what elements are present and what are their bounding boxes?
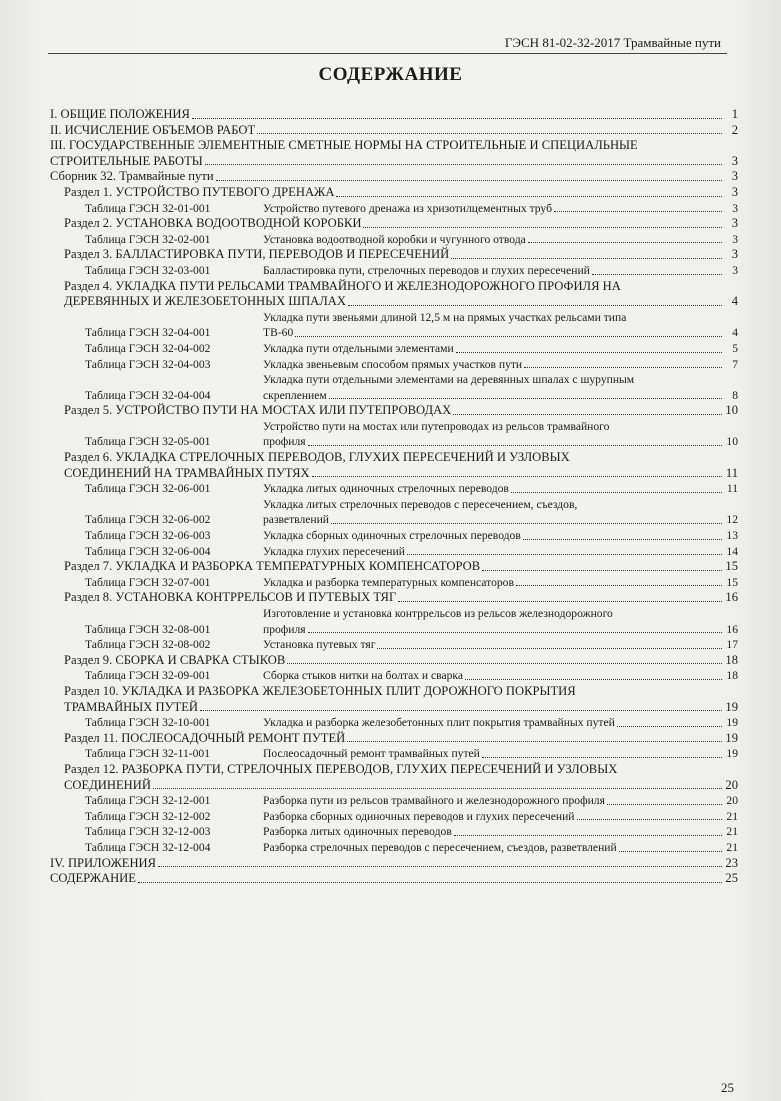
toc-table-code: Таблица ГЭСН 32-03-001 xyxy=(85,263,211,277)
toc-entry-label: ТВ-60 xyxy=(263,326,294,340)
toc-entry-label: Послеосадочный ремонт трамвайных путей xyxy=(263,747,480,761)
toc-entry[interactable] xyxy=(50,668,738,684)
toc-page-number: 3 xyxy=(732,232,738,246)
toc-entry-label: IV. ПРИЛОЖЕНИЯ xyxy=(50,855,157,870)
toc-entry-text xyxy=(263,606,738,637)
running-header: ГЭСН 81-02-32-2017 Трамвайные пути xyxy=(504,35,721,50)
toc-table-code: Таблица ГЭСН 32-06-004 xyxy=(85,544,211,558)
toc-page-number: 23 xyxy=(725,855,738,870)
toc-page-number: 18 xyxy=(725,652,738,667)
toc-entry-label: Раздел 8. УСТАНОВКА КОНТРРЕЛЬСОВ И ПУТЕВЫХ ТЯГ xyxy=(64,590,397,605)
toc-page-number: 21 xyxy=(726,840,738,854)
toc-entry[interactable] xyxy=(50,809,738,825)
toc-table-code: Таблица ГЭСН 32-06-001 xyxy=(85,482,211,496)
toc-page-number: 3 xyxy=(731,247,738,262)
toc-entry-text xyxy=(50,169,738,185)
toc-entry[interactable] xyxy=(50,653,738,669)
dot-leader xyxy=(454,834,722,836)
toc-entry-text xyxy=(263,637,738,653)
dot-leader xyxy=(523,538,722,540)
table-of-contents xyxy=(50,107,738,887)
toc-entry-label: Сборка стыков нитки на болтах и сварка xyxy=(263,669,464,683)
toc-entry-text xyxy=(64,279,738,310)
toc-entry[interactable] xyxy=(50,247,738,263)
toc-entry[interactable] xyxy=(50,575,738,591)
toc-entry-label: II. ИСЧИСЛЕНИЕ ОБЪЕМОВ РАБОТ xyxy=(50,122,256,137)
toc-page-number: 21 xyxy=(726,809,738,823)
dot-leader xyxy=(363,226,722,228)
toc-page-number: 25 xyxy=(725,871,738,886)
toc-entry-label: Укладка литых одиночных стрелочных переводов xyxy=(263,482,509,496)
toc-entry[interactable] xyxy=(50,169,738,185)
toc-page-number: 15 xyxy=(726,575,738,589)
dot-leader xyxy=(329,397,722,399)
toc-page-number: 3 xyxy=(731,184,738,199)
page-title: СОДЕРЖАНИЕ xyxy=(318,64,463,85)
toc-page-number: 5 xyxy=(732,341,738,355)
toc-entry-text xyxy=(50,856,738,872)
toc-entry[interactable] xyxy=(50,528,738,544)
toc-entry-label: Укладка пути отдельными элементами на деревянных шпалах с шурупным xyxy=(263,373,635,387)
toc-table-code: Таблица ГЭСН 32-09-001 xyxy=(85,669,211,683)
toc-entry-text xyxy=(50,123,738,139)
toc-entry[interactable] xyxy=(50,590,738,606)
toc-entry[interactable] xyxy=(50,216,738,232)
toc-page-number: 19 xyxy=(725,730,738,745)
toc-entry-text xyxy=(263,528,738,544)
toc-entry-text xyxy=(263,824,738,840)
toc-table-code: Таблица ГЭСН 32-06-003 xyxy=(85,529,211,543)
toc-entry-label: профиля xyxy=(263,435,306,449)
toc-entry[interactable] xyxy=(50,263,738,279)
toc-table-code: Таблица ГЭСН 32-06-002 xyxy=(85,513,211,527)
toc-entry-text xyxy=(64,559,738,575)
toc-page-number: 3 xyxy=(732,263,738,277)
toc-entry-label: Балластировка пути, стрелочных переводов и глухих пересечений xyxy=(263,263,590,277)
dot-leader xyxy=(347,740,722,742)
toc-entry-label: скреплением xyxy=(263,388,327,402)
toc-entry[interactable] xyxy=(50,559,738,575)
toc-entry-label: Разборка стрелочных переводов с пересечением, съездов, разветвлений xyxy=(263,840,617,854)
toc-entry-label: профиля xyxy=(263,622,306,636)
toc-entry-text xyxy=(263,575,738,591)
toc-entry-label: СОЕДИНЕНИЙ xyxy=(64,777,151,792)
toc-entry-text xyxy=(64,684,738,715)
toc-entry-text xyxy=(263,201,738,217)
toc-entry[interactable] xyxy=(50,637,738,653)
toc-table-code: Таблица ГЭСН 32-05-001 xyxy=(85,435,211,449)
toc-entry[interactable] xyxy=(50,185,738,201)
dot-leader xyxy=(205,163,722,165)
toc-page-number: 16 xyxy=(726,622,738,636)
toc-page-number: 19 xyxy=(725,699,738,714)
toc-table-code: Таблица ГЭСН 32-01-001 xyxy=(85,201,211,215)
toc-page-number: 10 xyxy=(726,435,738,449)
toc-entry-label: СТРОИТЕЛЬНЫЕ РАБОТЫ xyxy=(50,153,203,168)
toc-entry-label: Раздел 4. УКЛАДКА ПУТИ РЕЛЬСАМИ ТРАМВАЙНОГО И ЖЕЛЕЗНОДОРОЖНОГО ПРОФИЛЯ НА xyxy=(64,278,621,293)
toc-entry-text xyxy=(263,793,738,809)
toc-page-number: 7 xyxy=(732,357,738,371)
toc-entry-text xyxy=(64,450,738,481)
dot-leader xyxy=(451,257,722,259)
toc-entry[interactable] xyxy=(50,419,738,450)
dot-leader xyxy=(348,304,722,306)
toc-page-number: 20 xyxy=(726,794,738,808)
toc-entry[interactable] xyxy=(50,606,738,637)
dot-leader xyxy=(138,881,722,883)
dot-leader xyxy=(482,569,722,571)
toc-entry[interactable] xyxy=(50,762,738,793)
toc-entry-text xyxy=(64,731,738,747)
toc-table-code: Таблица ГЭСН 32-12-004 xyxy=(85,840,211,854)
toc-entry-label: Разборка пути из рельсов трамвайного и железнодорожного профиля xyxy=(263,794,605,808)
toc-entry-label: Разборка сборных одиночных переводов и глухих пересечений xyxy=(263,809,575,823)
toc-entry-label: Укладка звеньевым способом прямых участков пути xyxy=(263,357,523,371)
toc-page-number: 10 xyxy=(725,403,738,418)
toc-table-code: Таблица ГЭСН 32-12-003 xyxy=(85,825,211,839)
toc-entry[interactable] xyxy=(50,481,738,497)
toc-entry-label: Раздел 2. УСТАНОВКА ВОДООТВОДНОЙ КОРОБКИ xyxy=(64,216,362,231)
toc-entry-label: Укладка литых стрелочных переводов с пересечением, съездов, xyxy=(263,497,578,511)
dot-leader xyxy=(482,756,722,758)
toc-entry-text xyxy=(50,138,738,169)
toc-entry[interactable] xyxy=(50,840,738,856)
toc-entry[interactable] xyxy=(50,793,738,809)
toc-table-code: Таблица ГЭСН 32-12-001 xyxy=(85,794,211,808)
toc-page-number: 3 xyxy=(731,169,738,184)
toc-entry-label: III. ГОСУДАРСТВЕННЫЕ ЭЛЕМЕНТНЫЕ СМЕТНЫЕ НОРМЫ НА СТРОИТЕЛЬНЫЕ И СПЕЦИАЛЬНЫЕ xyxy=(50,138,638,153)
toc-table-code: Таблица ГЭСН 32-08-002 xyxy=(85,638,211,652)
dot-leader xyxy=(377,647,722,649)
dot-leader xyxy=(511,491,722,493)
toc-entry-label: Раздел 1. УСТРОЙСТВО ПУТЕВОГО ДРЕНАЖА xyxy=(64,184,335,199)
toc-entry[interactable] xyxy=(50,856,738,872)
toc-page-number: 11 xyxy=(726,482,738,496)
toc-entry-label: Раздел 3. БАЛЛАСТИРОВКА ПУТИ, ПЕРЕВОДОВ И ПЕРЕСЕЧЕНИЙ xyxy=(64,247,450,262)
dot-leader xyxy=(577,818,722,820)
toc-page-number: 21 xyxy=(726,825,738,839)
toc-page-number: 3 xyxy=(731,153,738,168)
toc-entry-label: Укладка и разборка железобетонных плит покрытия трамвайных путей xyxy=(263,716,615,730)
toc-page-number: 16 xyxy=(725,590,738,605)
dot-leader xyxy=(153,787,722,789)
dot-leader xyxy=(312,475,722,477)
toc-table-code: Таблица ГЭСН 32-10-001 xyxy=(85,716,211,730)
toc-entry[interactable] xyxy=(50,871,738,887)
toc-entry-label: Укладка и разборка температурных компенсаторов xyxy=(263,575,514,589)
toc-table-code: Таблица ГЭСН 32-02-001 xyxy=(85,232,211,246)
toc-entry-label: Раздел 10. УКЛАДКА И РАЗБОРКА ЖЕЛЕЗОБЕТОННЫХ ПЛИТ ДОРОЖНОГО ПОКРЫТИЯ xyxy=(64,683,576,698)
toc-entry-text xyxy=(263,481,738,497)
dot-leader xyxy=(453,413,722,415)
toc-entry-text xyxy=(263,232,738,248)
toc-entry-text xyxy=(64,590,738,606)
dot-leader xyxy=(257,132,722,134)
page-number: 25 xyxy=(721,1080,734,1095)
toc-page-number: 4 xyxy=(731,294,738,309)
dot-leader xyxy=(607,803,722,805)
dot-leader xyxy=(617,725,722,727)
toc-entry-label: Раздел 11. ПОСЛЕОСАДОЧНЫЙ РЕМОНТ ПУТЕЙ xyxy=(64,730,346,745)
toc-entry[interactable] xyxy=(50,232,738,248)
dot-leader xyxy=(407,553,722,555)
toc-page-number: 8 xyxy=(732,388,738,402)
toc-entry-label: I. ОБЩИЕ ПОЛОЖЕНИЯ xyxy=(50,107,190,121)
toc-table-code: Таблица ГЭСН 32-04-004 xyxy=(85,388,211,402)
dot-leader xyxy=(336,195,722,197)
toc-entry-label: Установка водоотводной коробки и чугунного отвода xyxy=(263,232,526,246)
toc-entry-label: Разборка литых одиночных переводов xyxy=(263,825,452,839)
toc-table-code: Таблица ГЭСН 32-11-001 xyxy=(85,747,211,761)
toc-entry-label: СОЕДИНЕНИЙ НА ТРАМВАЙНЫХ ПУТЯХ xyxy=(64,465,310,480)
toc-entry-text xyxy=(263,746,738,762)
toc-entry-text xyxy=(263,840,738,856)
toc-entry-text xyxy=(64,247,738,263)
toc-entry-text xyxy=(263,497,738,528)
toc-entry[interactable] xyxy=(50,107,738,123)
dot-leader xyxy=(200,709,722,711)
dot-leader xyxy=(516,584,722,586)
toc-entry-label: Раздел 6. УКЛАДКА СТРЕЛОЧНЫХ ПЕРЕВОДОВ, ГЛУХИХ ПЕРЕСЕЧЕНИЙ И УЗЛОВЫХ xyxy=(64,450,570,465)
toc-page-number: 4 xyxy=(732,326,738,340)
toc-entry-label: Раздел 5. УСТРОЙСТВО ПУТИ НА МОСТАХ ИЛИ ПУТЕПРОВОДАХ xyxy=(64,403,452,418)
toc-page-number: 15 xyxy=(725,559,738,574)
dot-leader xyxy=(287,662,722,664)
dot-leader xyxy=(216,179,722,181)
toc-entry[interactable] xyxy=(50,684,738,715)
toc-entry[interactable] xyxy=(50,403,738,419)
toc-entry-text xyxy=(263,263,738,279)
toc-entry[interactable] xyxy=(50,123,738,139)
toc-entry[interactable] xyxy=(50,201,738,217)
dot-leader xyxy=(456,351,722,353)
toc-entry-label: Раздел 12. РАЗБОРКА ПУТИ, СТРЕЛОЧНЫХ ПЕРЕВОДОВ, ГЛУХИХ ПЕРЕСЕЧЕНИЙ И УЗЛОВЫХ xyxy=(64,761,618,776)
toc-entry-label: Устройство путевого дренажа из хризотилцементных труб xyxy=(263,201,552,215)
toc-entry-label: Укладка пути звеньями длиной 12,5 м на прямых участках рельсами типа xyxy=(263,310,627,324)
toc-table-code: Таблица ГЭСН 32-04-003 xyxy=(85,357,211,371)
toc-entry-label: Раздел 7. УКЛАДКА И РАЗБОРКА ТЕМПЕРАТУРНЫХ КОМПЕНСАТОРОВ xyxy=(64,559,481,574)
toc-page-number: 11 xyxy=(725,465,738,480)
dot-leader xyxy=(465,678,722,680)
toc-entry[interactable] xyxy=(50,279,738,310)
dot-leader xyxy=(619,850,722,852)
toc-entry[interactable] xyxy=(50,357,738,373)
toc-entry[interactable] xyxy=(50,341,738,357)
dot-leader xyxy=(308,444,722,446)
dot-leader xyxy=(554,210,722,212)
toc-page-number: 3 xyxy=(732,201,738,215)
toc-entry-text xyxy=(64,762,738,793)
toc-entry-label: Установка путевых тяг xyxy=(263,638,376,652)
toc-page-number: 19 xyxy=(726,747,738,761)
toc-entry[interactable] xyxy=(50,310,738,341)
toc-entry-label: Раздел 9. СБОРКА И СВАРКА СТЫКОВ xyxy=(64,652,286,667)
toc-page-number: 3 xyxy=(731,216,738,231)
toc-entry-text xyxy=(263,715,738,731)
toc-table-code: Таблица ГЭСН 32-04-002 xyxy=(85,341,211,355)
toc-entry-label: Укладка сборных одиночных стрелочных переводов xyxy=(263,529,521,543)
dot-leader xyxy=(398,600,722,602)
toc-entry[interactable] xyxy=(50,372,738,403)
dot-leader xyxy=(295,335,722,337)
toc-entry-text xyxy=(263,372,738,403)
toc-page-number: 1 xyxy=(731,107,738,121)
dot-leader xyxy=(524,366,722,368)
toc-entry-text xyxy=(263,357,738,373)
toc-table-code: Таблица ГЭСН 32-07-001 xyxy=(85,575,211,589)
toc-entry-text xyxy=(263,341,738,357)
dot-leader xyxy=(528,241,722,243)
toc-entry[interactable] xyxy=(50,544,738,560)
toc-page-number: 18 xyxy=(726,669,738,683)
toc-page-number: 17 xyxy=(726,638,738,652)
dot-leader xyxy=(158,865,722,867)
toc-entry-label: Укладка глухих пересечений xyxy=(263,544,405,558)
toc-entry-text xyxy=(64,653,738,669)
toc-entry[interactable] xyxy=(50,450,738,481)
header-rule xyxy=(48,53,727,54)
toc-entry-label: Изготовление и установка контррельсов из рельсов железнодорожного xyxy=(263,607,613,620)
toc-entry-label: Устройство пути на мостах или путепроводах из рельсов трамвайного xyxy=(263,419,610,433)
toc-page-number: 20 xyxy=(725,777,738,792)
toc-page-number: 19 xyxy=(726,716,738,730)
dot-leader xyxy=(592,273,722,275)
toc-entry-text xyxy=(64,216,738,232)
toc-entry-label: ДЕРЕВЯННЫХ И ЖЕЛЕЗОБЕТОННЫХ ШПАЛАХ xyxy=(64,294,346,309)
toc-entry-label: Укладка пути отдельными элементами xyxy=(263,341,454,355)
toc-entry[interactable] xyxy=(50,824,738,840)
dot-leader xyxy=(192,117,722,119)
toc-entry-label: СОДЕРЖАНИЕ xyxy=(50,871,136,886)
toc-entry-text xyxy=(64,403,738,419)
toc-entry-label: ТРАМВАЙНЫХ ПУТЕЙ xyxy=(64,699,198,714)
toc-page-number: 2 xyxy=(731,122,738,137)
toc-entry-label: Сборник 32. Трамвайные пути xyxy=(50,169,214,184)
toc-entry[interactable] xyxy=(50,497,738,528)
toc-entry[interactable] xyxy=(50,746,738,762)
toc-entry-text xyxy=(263,544,738,560)
toc-entry[interactable] xyxy=(50,715,738,731)
toc-entry-text xyxy=(64,185,738,201)
toc-entry-text xyxy=(263,310,738,341)
toc-page-number: 14 xyxy=(726,544,738,558)
toc-entry-text xyxy=(50,871,738,887)
toc-entry-text xyxy=(50,107,738,123)
toc-entry[interactable] xyxy=(50,731,738,747)
toc-entry-text xyxy=(263,809,738,825)
toc-entry-text xyxy=(263,419,738,450)
toc-entry-label: разветвлений xyxy=(263,513,330,527)
dot-leader xyxy=(308,631,722,633)
toc-table-code: Таблица ГЭСН 32-12-002 xyxy=(85,809,211,823)
dot-leader xyxy=(331,522,722,524)
toc-table-code: Таблица ГЭСН 32-04-001 xyxy=(85,326,211,340)
toc-entry-text xyxy=(263,668,738,684)
toc-table-code: Таблица ГЭСН 32-08-001 xyxy=(85,622,211,636)
toc-page-number: 13 xyxy=(726,529,738,543)
toc-page-number: 12 xyxy=(726,513,738,527)
toc-entry[interactable] xyxy=(50,138,738,169)
